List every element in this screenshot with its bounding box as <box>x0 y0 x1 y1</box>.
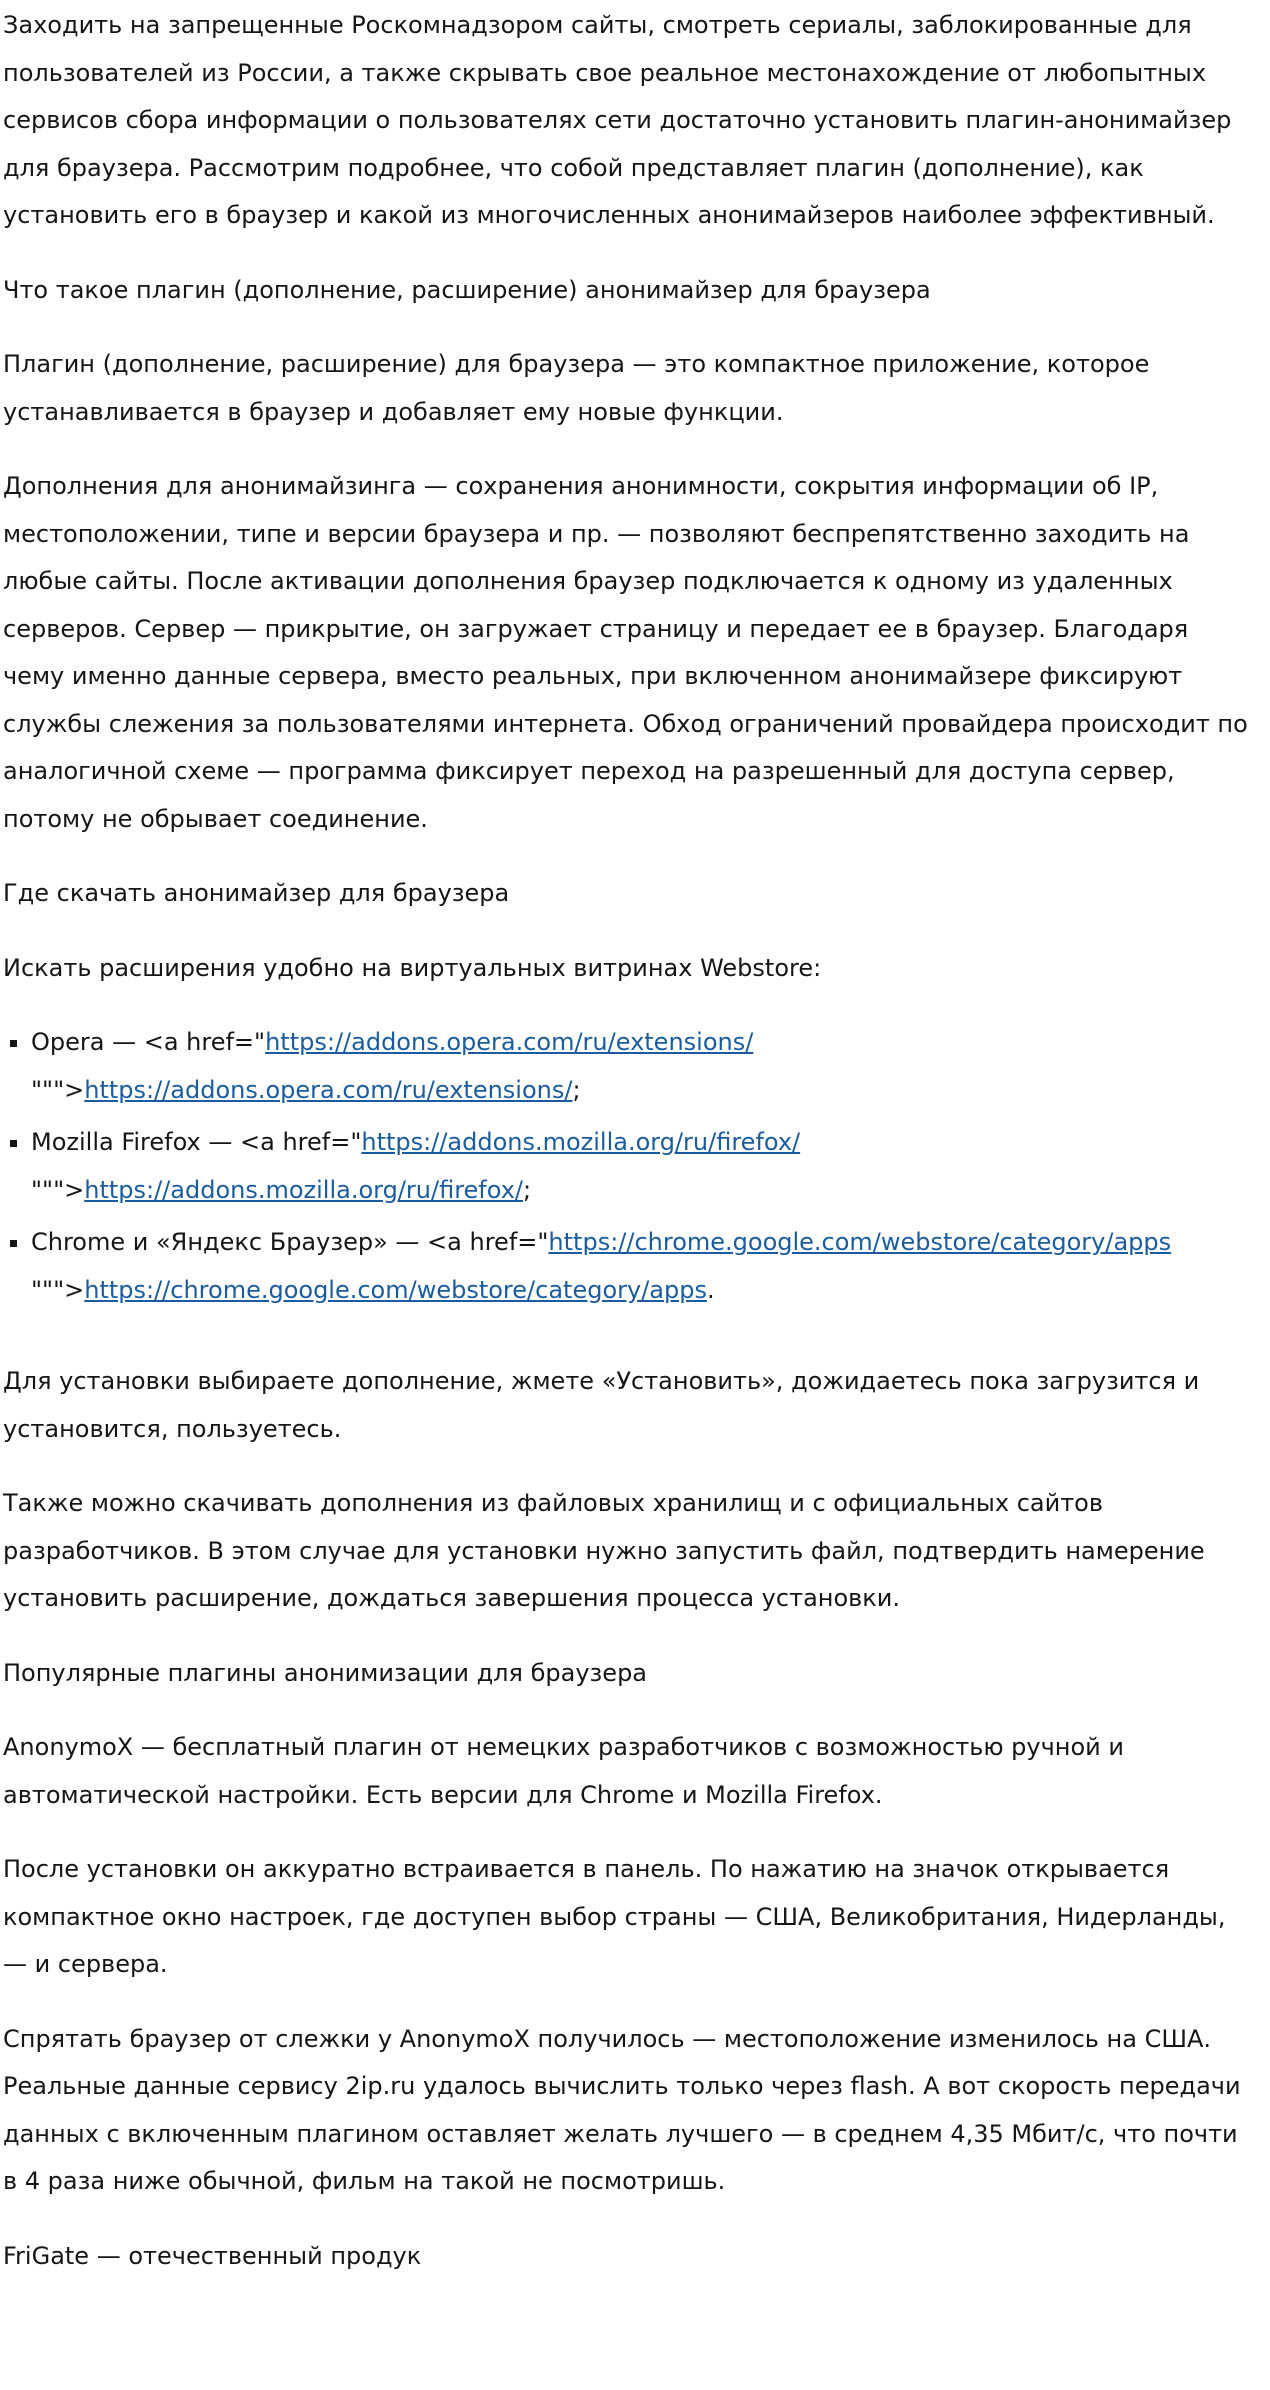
paragraph-file-storage-install: Также можно скачивать дополнения из файловых хранилищ и с официальных сайтов разработчиков. В этом случае для установки нужно запустить файл, подтвердить намерение установить расширение, дождаться завершения процесса установки. <box>3 1489 1205 1612</box>
list-item-text: Chrome и «Яндекс Браузер» — <a <box>31 1228 462 1256</box>
chrome-webstore-link-2[interactable]: https://chrome.google.com/webstore/category/apps <box>84 1275 707 1304</box>
opera-extensions-link-1[interactable]: https://addons.opera.com/ru/extensions/ <box>265 1028 754 1056</box>
chrome-webstore-link-1[interactable]: https://chrome.google.com/webstore/category/apps <box>548 1228 1172 1256</box>
paragraph-anonymox-description: AnonymoX — бесплатный плагин от немецких разработчиков с возможностью ручной и автоматической настройки. Есть версии для Chrome и Mozilla Firefox. <box>3 1733 1124 1809</box>
section-heading-where-to-download: Где скачать анонимайзер для браузера <box>3 879 510 907</box>
list-item-text: href=" <box>469 1228 549 1256</box>
list-item-text: """> <box>31 1275 85 1304</box>
list-item-text: ; <box>522 1175 532 1204</box>
webstore-list <box>3 1019 1250 1314</box>
paragraph-install-steps: Для установки выбираете дополнение, жмете «Установить», дожидаетесь пока загрузится и установится, пользуетесь. <box>3 1367 1200 1443</box>
list-item-chrome <box>31 1219 1250 1314</box>
list-item-text: """> <box>31 1075 85 1104</box>
section-heading-what-is-plugin: Что такое плагин (дополнение, расширение) анонимайзер для браузера <box>3 275 931 304</box>
firefox-addons-link-2[interactable]: https://addons.mozilla.org/ru/firefox/ <box>84 1175 523 1204</box>
paragraph-anonymox-results: Спрятать браузер от слежки у AnonymoX получилось — местоположение изменилось на США. Реальные данные сервису 2ip.ru удалось вычислить только через flash. А вот скорость передачи данных с включенным плагином оставляет желать лучшего — в среднем 4,35 Мбит/с, что почти в 4 раза ниже обычной, фильм на такой не посмотришь. <box>3 2024 1241 2195</box>
opera-extensions-link-2[interactable]: https://addons.opera.com/ru/extensions/ <box>84 1075 573 1104</box>
firefox-addons-link-1[interactable]: https://addons.mozilla.org/ru/firefox/ <box>361 1128 801 1156</box>
paragraph-plugin-definition: Плагин (дополнение, расширение) для браузера — это компактное приложение, которое устанавливается в браузер и добавляет ему новые функции. <box>3 350 1150 426</box>
section-heading-popular-plugins: Популярные плагины анонимизации для браузера <box>3 1658 648 1687</box>
list-item-text: Opera — <a href=" <box>31 1028 266 1056</box>
list-item-text: Mozilla Firefox — <a href=" <box>31 1128 362 1156</box>
paragraph-frigate-intro: FriGate — отечественный продук <box>3 2241 422 2270</box>
list-item-text: """> <box>31 1175 85 1204</box>
list-item-opera <box>31 1019 1250 1114</box>
list-item-firefox <box>31 1119 1250 1214</box>
paragraph-anonymizing-addons: Дополнения для анонимайзинга — сохранения анонимности, сокрытия информации об IP, местоположении, типе и версии браузера и пр. — позволяют беспрепятственно заходить на любые сайты. После активации дополнения браузер подключается к одному из удаленных серверов. Сервер — прикрытие, он загружает страницу и передает ее в браузер. Благодаря чему именно данные сервера, вместо реальных, при включенном анонимайзере фиксируют службы слежения за пользователями интернета. Обход ограничений провайдера происходит по аналогичной схеме — программа фиксирует переход на разрешенный для доступа сервер, потому не обрывает соединение. <box>3 472 1248 833</box>
paragraph-webstore-lead: Искать расширения удобно на виртуальных витринах Webstore: <box>3 953 822 982</box>
list-item-text: . <box>706 1275 715 1304</box>
paragraph-anonymox-panel: После установки он аккуратно встраивается в панель. По нажатию на значок открывается компактное окно настроек, где доступен выбор страны — США, Великобритания, Нидерланды, — и сервера. <box>3 1855 1226 1978</box>
intro-paragraph: Заходить на запрещенные Роскомнадзором сайты, смотреть сериалы, заблокированные для пользователей из России, а также скрывать свое реальное местонахождение от любопытных сервисов сбора информации о пользователях сети достаточно установить плагин-анонимайзер для браузера. Рассмотрим подробнее, что собой представляет плагин (дополнение), как установить его в браузер и какой из многочисленных анонимайзеров наиболее эффективный. <box>3 11 1232 229</box>
list-item-text: ; <box>572 1075 581 1104</box>
